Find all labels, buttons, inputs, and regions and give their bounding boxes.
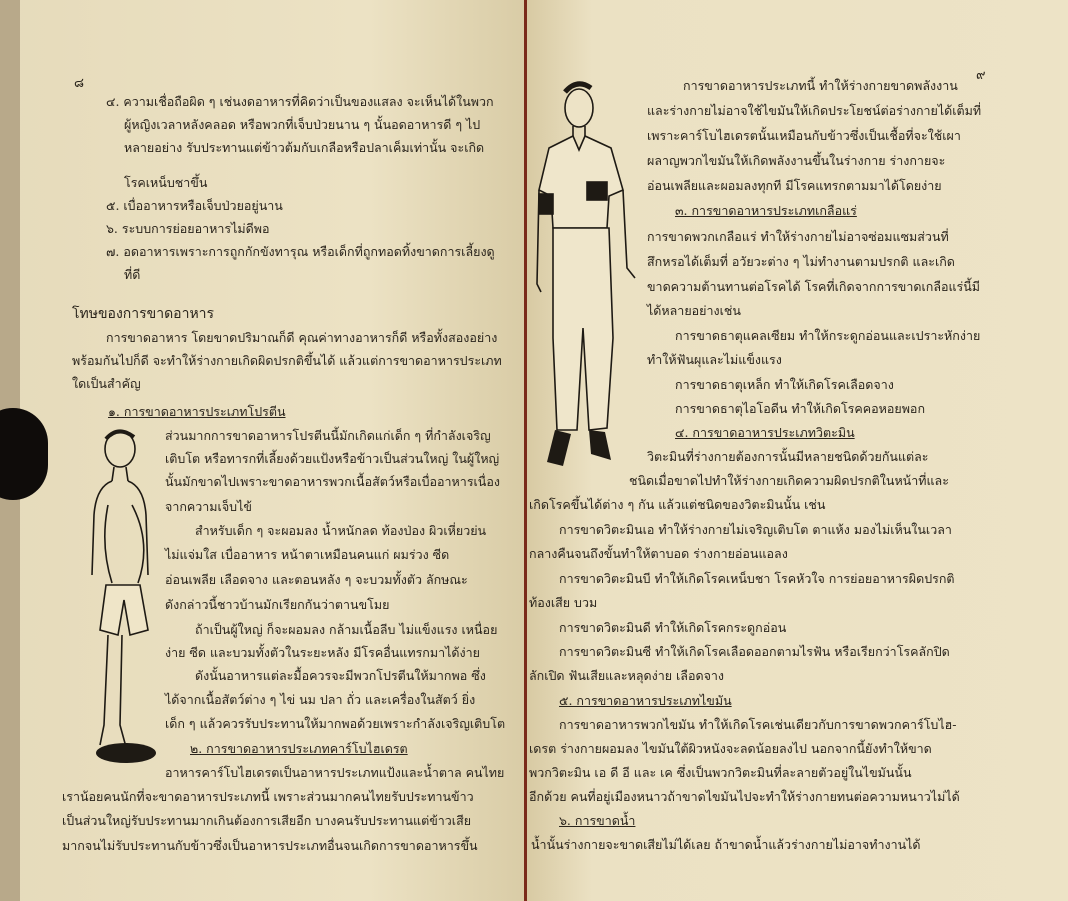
subsection-heading: ๑. การขาดอาหารประเภทโปรตีน <box>108 404 286 419</box>
text-line: ๖. ระบบการย่อยอาหารไม่ดีพอ <box>106 221 270 236</box>
text-line: การขาดธาตุไอโอดีน ทำให้เกิดโรคคอหอยพอก <box>675 401 926 416</box>
right-page <box>527 0 1068 901</box>
text-line: ได้หลายอย่างเช่น <box>647 303 741 318</box>
text-line: และร่างกายไม่อาจใช้ไขมันให้เกิดประโยชน์ต่อร่างกายได้เต็มที่ <box>647 103 982 118</box>
text-line: อาหารคาร์โบไฮเดรตเป็นอาหารประเภทแป้งและน้ำตาล คนไทย <box>165 765 505 780</box>
text-line: เติบโต หรือทารกที่เลี้ยงด้วยแป้งหรือข้าวเป็นส่วนใหญ่ ในผู้ใหญ่ <box>165 451 500 466</box>
text-line: การขาดธาตุเหล็ก ทำให้เกิดโรคเลือดจาง <box>675 377 894 392</box>
text-line: ทำให้ฟันผุและไม่แข็งแรง <box>647 352 782 367</box>
text-line: ถ้าเป็นผู้ใหญ่ ก็จะผอมลง กล้ามเนื้อลีบ ไม่แข็งแรง เหนื่อย <box>195 622 498 637</box>
subsection-heading: ๒. การขาดอาหารประเภทคาร์โบไฮเดรต <box>190 741 408 756</box>
text-line: น้ำนั้นร่างกายจะขาดเสียไม่ได้เลย ถ้าขาดน้ำแล้วร่างกายไม่อาจทำงานได้ <box>531 837 921 852</box>
text-line: การขาดอาหาร โดยขาดปริมาณก็ดี คุณค่าทางอาหารก็ดี หรือทั้งสองอย่าง <box>106 330 498 345</box>
text-line: เด็ก ๆ แล้วควรรับประทานให้มากพอด้วยเพราะกำลังเจริญเติบโต <box>165 716 506 731</box>
text-line: การขาดวิตะมินดี ทำให้เกิดโรคกระดูกอ่อน <box>559 620 787 635</box>
subsection-heading: ๖. การขาดน้ำ <box>559 813 636 828</box>
text-line: วิตะมินที่ร่างกายต้องการนั้นมีหลายชนิดด้วยกันแต่ละ <box>647 449 929 464</box>
text-line: ๔. ความเชื่อถือผิด ๆ เช่นงดอาหารที่คิดว่าเป็นของแสลง จะเห็นได้ในพวก <box>106 94 494 109</box>
subsection-heading: ๕. การขาดอาหารประเภทไขมัน <box>559 693 732 708</box>
left-page <box>0 0 526 901</box>
text-line: ลักเปิด ฟันเสียและหลุดง่าย เลือดจาง <box>529 668 725 683</box>
text-line: การขาดธาตุแคลเซียม ทำให้กระดูกอ่อนและเปราะหักง่าย <box>675 328 981 343</box>
text-line: ท้องเสีย บวม <box>529 595 598 610</box>
text-line: ดังกล่าวนี้ชาวบ้านมักเรียกกันว่าตานขโมย <box>165 597 390 612</box>
text-line: ชนิดเมื่อขาดไปทำให้ร่างกายเกิดความผิดปรกติในหน้าที่และ <box>629 473 949 488</box>
text-line: การขาดอาหารประเภทนี้ ทำให้ร่างกายขาดพลังงาน <box>683 78 958 93</box>
text-line: ส่วนมากการขาดอาหารโปรตีนนี้มักเกิดแก่เด็ก ๆ ที่กำลังเจริญ <box>165 428 491 443</box>
text-line: เป็นส่วนใหญ่รับประทานมากเกินต้องการเสียอีก บางคนรับประทานแต่ข้าวเสีย <box>62 813 472 828</box>
text-line: การขาดวิตะมินเอ ทำให้ร่างกายไม่เจริญเติบโต ตาแห้ง มองไม่เห็นในเวลา <box>559 522 952 537</box>
text-line: อ่อนเพลียและผอมลงทุกที มีโรคแทรกตามมาได้โดยง่าย <box>647 178 942 193</box>
text-line: ดังนั้นอาหารแต่ละมื้อควรจะมีพวกโปรตีนให้มากพอ ซึ่ง <box>195 668 486 683</box>
text-line: การขาดวิตะมินบี ทำให้เกิดโรคเหน็บชา โรคหัวใจ การย่อยอาหารผิดปรกติ <box>559 571 955 586</box>
subsection-heading: ๓. การขาดอาหารประเภทเกลือแร่ <box>675 203 857 218</box>
text-line: จากความเจ็บไข้ <box>165 499 252 514</box>
text-line: พวกวิตะมิน เอ ดี อี และ เค ซึ่งเป็นพวกวิตะมินที่ละลายตัวอยู่ในไขมันนั้น <box>529 765 912 780</box>
text-line: มากจนไม่รับประทานกับข้าวซึ่งเป็นอาหารประเภทอื่นจนเกิดการขาดอาหารขึ้น <box>62 838 478 853</box>
text-line: ๕. เบื่ออาหารหรือเจ็บป่วยอยู่นาน <box>106 198 283 213</box>
text-line: สึกหรอได้เต็มที่ อวัยวะต่าง ๆ ไม่ทำงานตามปรกติ และเกิด <box>647 254 955 269</box>
page-number: ๙ <box>976 68 986 83</box>
section-heading: โทษของการขาดอาหาร <box>72 306 215 322</box>
thumb-shadow <box>0 408 48 500</box>
text-line: เพราะคาร์โบไฮเดรตนั้นเหมือนกับข้าวซึ่งเป็นเชื้อที่จะใช้เผา <box>647 128 961 143</box>
text-line: ๗. อดอาหารเพราะการถูกกักขังทารุณ หรือเด็กที่ถูกทอดทิ้งขาดการเลี้ยงดู <box>106 244 495 259</box>
text-line: พร้อมกันไปก็ดี จะทำให้ร่างกายเกิดผิดปรกติขึ้นได้ แล้วแต่การขาดอาหารประเภท <box>72 353 502 368</box>
text-line: โรคเหน็บชาขึ้น <box>124 175 208 190</box>
text-line: ง่าย ซีด และบวมทั้งตัวในระยะหลัง มีโรคอื่นแทรกมาได้ง่าย <box>165 645 480 660</box>
page-number: ๘ <box>74 76 85 91</box>
text-line: สำหรับเด็ก ๆ จะผอมลง น้ำหนักลด ท้องป่อง ผิวเหี่ยวย่น <box>195 523 487 538</box>
malnourished-child-illustration <box>82 425 166 775</box>
text-line: กลางคืนจนถึงขั้นทำให้ตาบอด ร่างกายอ่อนแอลง <box>529 546 788 561</box>
malnourished-man-illustration <box>527 78 639 474</box>
text-line: ไม่แจ่มใส เบื่ออาหาร หน้าตาเหมือนคนแก่ ผมร่วง ซีด <box>165 547 450 562</box>
text-line: เราน้อยคนนักที่จะขาดอาหารประเภทนี้ เพราะส่วนมากคนไทยรับประทานข้าว <box>62 789 474 804</box>
text-line: ผลาญพวกไขมันให้เกิดพลังงานขึ้นในร่างกาย ร่างกายจะ <box>647 153 946 168</box>
text-line: ขาดความต้านทานต่อโรคได้ โรคที่เกิดจากการขาดเกลือแร่นี้มี <box>647 279 981 294</box>
subsection-heading: ๔. การขาดอาหารประเภทวิตะมิน <box>675 425 855 440</box>
text-line: เกิดโรคขึ้นได้ต่าง ๆ กัน แล้วแต่ชนิดของวิตะมินนั้น เช่น <box>529 497 826 512</box>
text-line: ใดเป็นสำคัญ <box>72 376 141 391</box>
text-line: นั้นมักขาดไปเพราะขาดอาหารพวกเนื้อสัตว์หรือเบื่ออาหารเนื่อง <box>165 474 500 489</box>
text-line: อ่อนเพลีย เลือดจาง และตอนหลัง ๆ จะบวมทั้งตัว ลักษณะ <box>165 572 468 587</box>
text-line: ได้จากเนื้อสัตว์ต่าง ๆ ไข่ นม ปลา ถั่ว และเครื่องในสัตว์ ยิ่ง <box>165 692 476 707</box>
text-line: การขาดอาหารพวกไขมัน ทำให้เกิดโรคเช่นเดียวกับการขาดพวกคาร์โบไฮ- <box>559 717 957 732</box>
text-line: ที่ดี <box>124 267 141 282</box>
text-line: หลายอย่าง รับประทานแต่ข้าวต้มกับเกลือหรือปลาเค็มเท่านั้น จะเกิด <box>124 140 485 155</box>
text-line: เดรต ร่างกายผอมลง ไขมันใต้ผิวหนังจะลดน้อยลงไป นอกจากนี้ยังทำให้ขาด <box>529 741 932 756</box>
text-line: ผู้หญิงเวลาหลังคลอด หรือพวกที่เจ็บป่วยนาน ๆ นั้นอดอาหารดี ๆ ไป <box>124 117 481 132</box>
text-line: อีกด้วย คนที่อยู่เมืองหนาวถ้าขาดไขมันไปจะทำให้ร่างกายทนต่อความหนาวไม่ได้ <box>529 789 960 804</box>
text-line: การขาดพวกเกลือแร่ ทำให้ร่างกายไม่อาจซ่อมแซมส่วนที่ <box>647 229 949 244</box>
text-line: การขาดวิตะมินซี ทำให้เกิดโรคเลือดออกตามไรฟัน หรือเรียกว่าโรคลักปิด <box>559 644 950 659</box>
